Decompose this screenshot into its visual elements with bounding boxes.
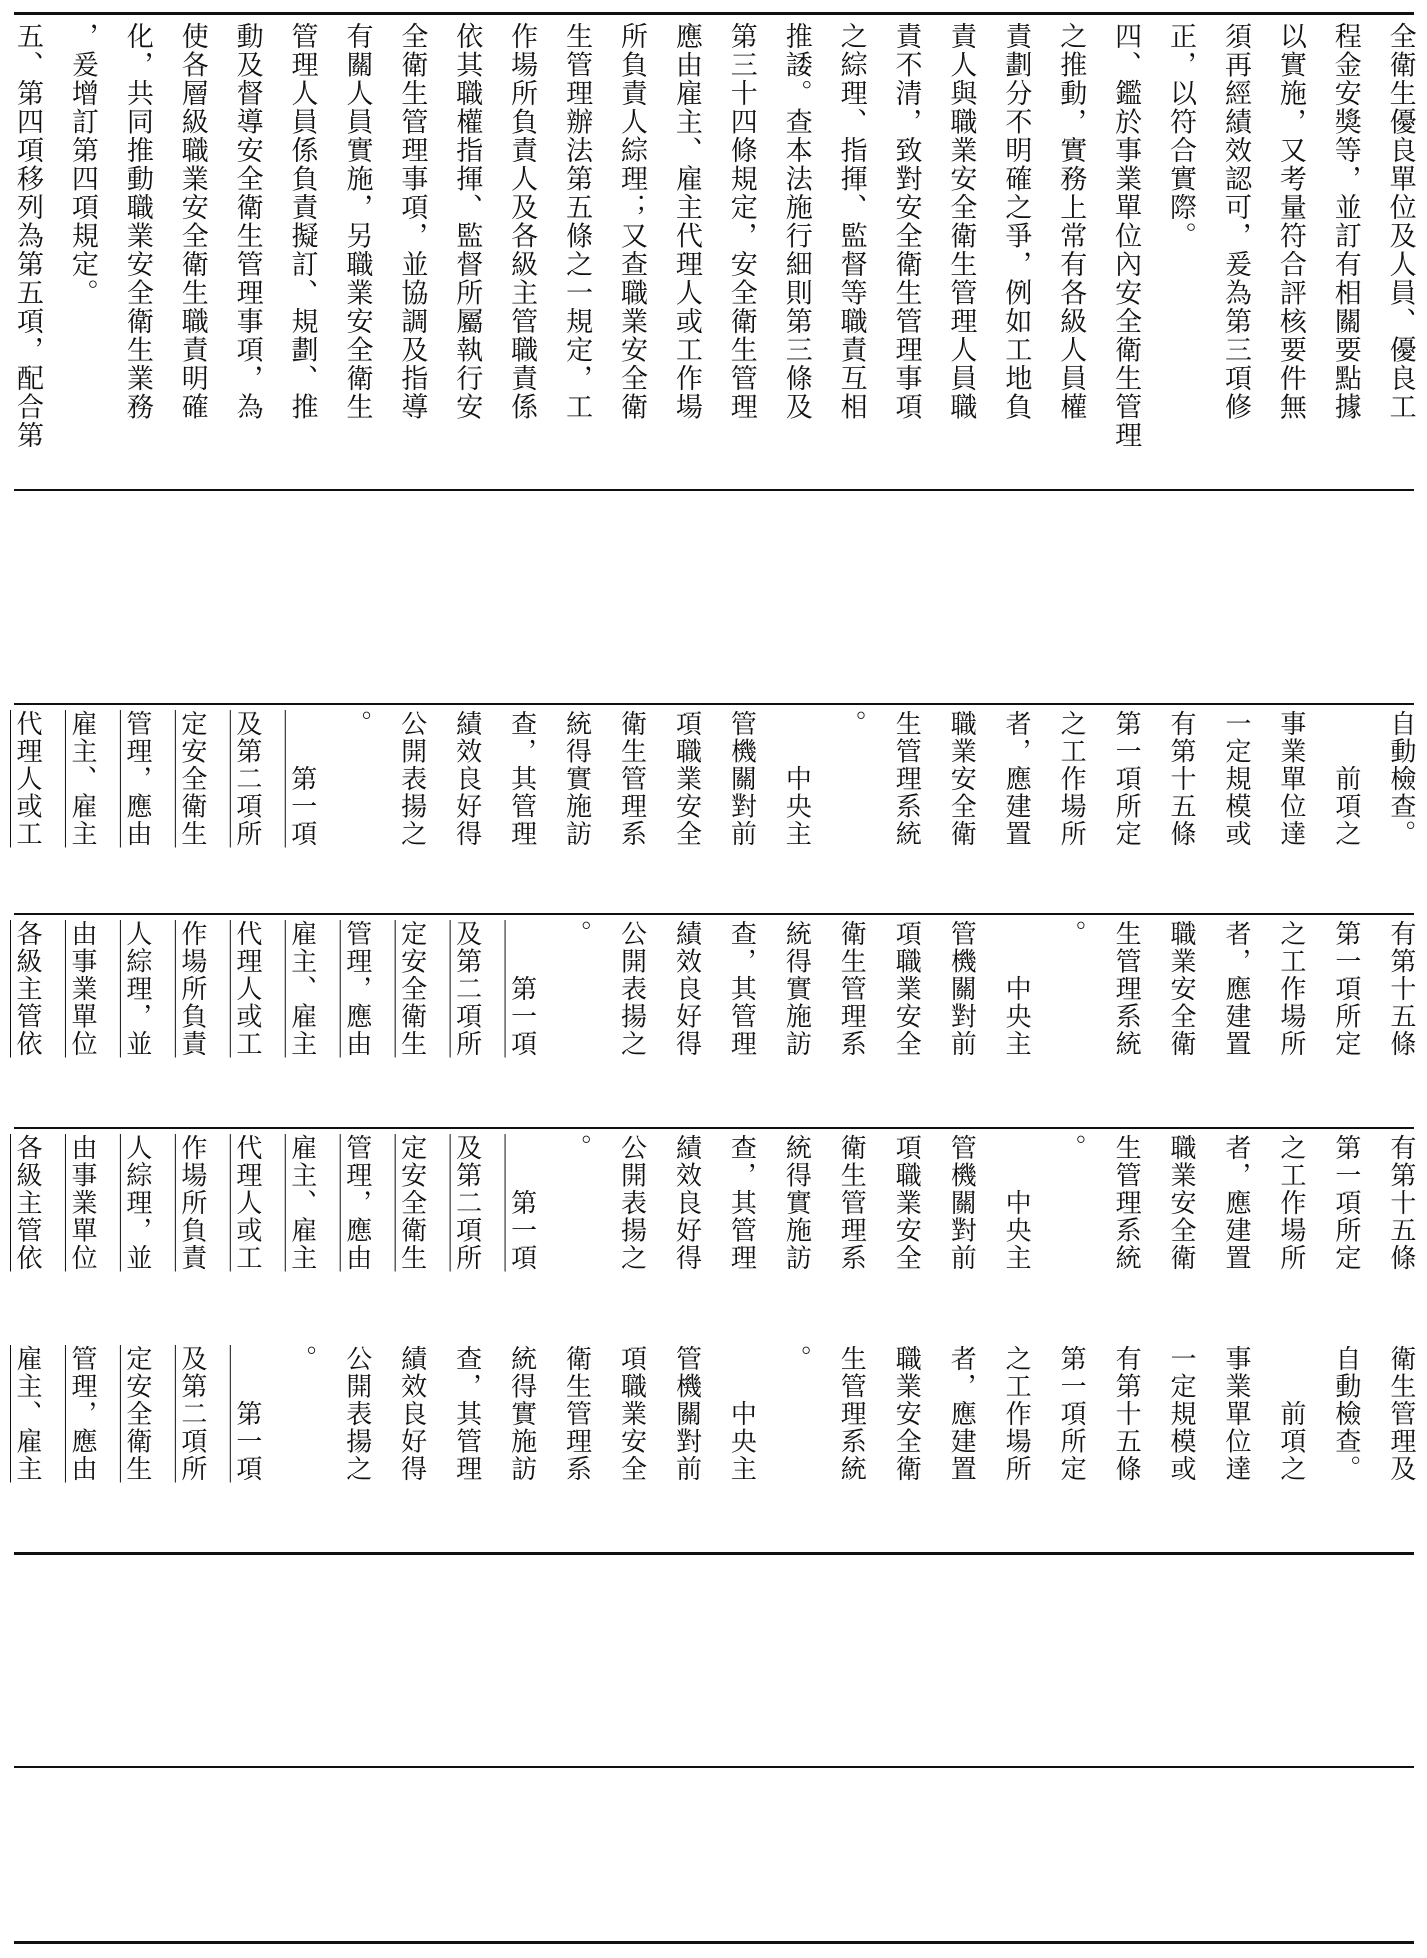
article-line-amended: 及第二項所	[231, 710, 262, 848]
explanation-line: 應由雇主、雇主代理人或工作場	[670, 22, 702, 421]
article-line: 查，其管理	[726, 1134, 757, 1272]
article-line: 者，應建置	[1220, 1134, 1251, 1272]
article-line-amended: 第一項	[506, 1134, 537, 1272]
article-line-amended: 由事業單位	[66, 920, 97, 1058]
article-line: 。	[836, 710, 867, 738]
explanation-line: 責人與職業安全衛生管理人員職	[945, 22, 977, 421]
article-line: 職業安全衛	[891, 1345, 922, 1483]
article-line: 有第十五條	[1166, 710, 1197, 848]
article-line: 有第十五條	[1385, 1134, 1416, 1272]
article-line: 。	[561, 920, 592, 948]
article-line: 查，其管理	[451, 1345, 482, 1483]
article-line: 績效良好得	[671, 1134, 702, 1272]
article-line: 自動檢查。	[1330, 1345, 1361, 1483]
article-line: 。	[1056, 920, 1087, 948]
divider-rule-6	[14, 1766, 1414, 1768]
article-line: 。	[1056, 1134, 1087, 1162]
article-line-amended: 第一項	[286, 710, 317, 848]
article-line-amended: 人綜理，並	[121, 920, 152, 1058]
article-line: 衛生管理系	[836, 920, 867, 1058]
article-line: 職業安全衛	[1166, 1134, 1197, 1272]
explanation-line: 化，共同推動職業安全衛生業務	[121, 22, 153, 421]
article-line: 生管理系統	[1111, 1134, 1142, 1272]
article-line: 職業安全衛	[1166, 920, 1197, 1058]
article-line-amended: 定安全衛生	[396, 1134, 427, 1272]
article-line: 項職業安全	[671, 710, 702, 848]
article-line-amended: 各級主管依	[12, 1134, 42, 1272]
article-line-amended: 代理人或工	[12, 710, 42, 848]
explanation-line: 全衛生優良單位及人員、優良工	[1384, 22, 1416, 421]
article-line: 一定規模或	[1220, 710, 1251, 848]
article-line: 中央主	[726, 1345, 757, 1483]
article-line: 中央主	[1001, 1134, 1032, 1272]
article-line: 第一項所定	[1330, 920, 1361, 1058]
article-line: 管機關對前	[671, 1345, 702, 1483]
explanation-line: 第三十四條規定，安全衛生管理	[725, 22, 757, 421]
divider-rule-5	[14, 1552, 1414, 1555]
article-line: 自動檢查。	[1385, 710, 1416, 848]
article-line: 。	[341, 710, 372, 738]
article-line-amended: 雇主、雇主	[286, 1134, 317, 1272]
article-line-amended: 管理，應由	[66, 1345, 97, 1483]
article-line-amended: 及第二項所	[176, 1345, 207, 1483]
article-line: 項職業安全	[891, 1134, 922, 1272]
article-line: 者，應建置	[946, 1345, 977, 1483]
article-line: 者，應建置	[1001, 710, 1032, 848]
article-line: 統得實施訪	[781, 1134, 812, 1272]
article-line: 公開表揚之	[616, 920, 647, 1058]
article-line: 衛生管理系	[836, 1134, 867, 1272]
article-line: 統得實施訪	[781, 920, 812, 1058]
explanation-block	[14, 22, 1414, 482]
article-line: 。	[781, 1345, 812, 1373]
article-line: 衛生管理及	[1385, 1345, 1416, 1483]
article-line: 者，應建置	[1220, 920, 1251, 1058]
article-line: 職業安全衛	[946, 710, 977, 848]
article-line: 統得實施訪	[506, 1345, 537, 1483]
article-column-1	[14, 710, 1414, 910]
article-line: 。	[286, 1345, 317, 1373]
article-line: 項職業安全	[616, 1345, 647, 1483]
explanation-line: 之推動，實務上常有各級人員權	[1055, 22, 1087, 421]
article-line: 衛生管理系	[561, 1345, 592, 1483]
article-line: 之工作場所	[1056, 710, 1087, 848]
article-line: 第一項所定	[1056, 1345, 1087, 1483]
article-line: 中央主	[1001, 920, 1032, 1058]
article-line: 生管理系統	[1111, 920, 1142, 1058]
article-line-amended: 人綜理，並	[121, 1134, 152, 1272]
article-column-2	[14, 920, 1414, 1120]
article-line: 項職業安全	[891, 920, 922, 1058]
explanation-line: 正，以符合實際。	[1165, 22, 1197, 250]
article-line: 前項之	[1275, 1345, 1306, 1483]
explanation-line: 作場所負責人及各級主管職責係	[506, 22, 538, 421]
article-line-amended: 由事業單位	[66, 1134, 97, 1272]
article-line: 統得實施訪	[561, 710, 592, 848]
explanation-line: ，爰增訂第四項規定。	[66, 22, 98, 307]
article-line: 績效良好得	[451, 710, 482, 848]
bottom-rule	[14, 1941, 1414, 1944]
article-line-amended: 代理人或工	[231, 1134, 262, 1272]
explanation-line: 之綜理、指揮、監督等職責互相	[835, 22, 867, 421]
explanation-line: 五、第四項移列為第五項，配合第	[12, 22, 43, 450]
article-line: 一定規模或	[1166, 1345, 1197, 1483]
article-line: 績效良好得	[396, 1345, 427, 1483]
explanation-line: 所負責人綜理；又查職業安全衛	[615, 22, 647, 421]
explanation-line: 使各層級職業安全衛生職責明確	[176, 22, 208, 421]
article-line: 查，其管理	[726, 920, 757, 1058]
article-line-amended: 定安全衛生	[176, 710, 207, 848]
article-line-amended: 第一項	[231, 1345, 262, 1483]
article-line: 前項之	[1330, 710, 1361, 848]
explanation-line: 有關人員實施，另職業安全衛生	[341, 22, 373, 421]
article-line-amended: 作場所負責	[176, 1134, 207, 1272]
article-line: 第一項所定	[1111, 710, 1142, 848]
article-line-amended: 及第二項所	[451, 920, 482, 1058]
article-line: 中央主	[781, 710, 812, 848]
article-line-amended: 管理，應由	[121, 710, 152, 848]
divider-rule-3	[14, 913, 1414, 915]
top-rule	[14, 12, 1414, 15]
article-column-3	[14, 1134, 1414, 1334]
article-line: 有第十五條	[1111, 1345, 1142, 1483]
divider-rule-2	[14, 703, 1414, 705]
article-line: 公開表揚之	[616, 1134, 647, 1272]
explanation-line: 責劃分不明確之爭，例如工地負	[1000, 22, 1032, 421]
article-line-amended: 作場所負責	[176, 920, 207, 1058]
explanation-line: 依其職權指揮、監督所屬執行安	[451, 22, 483, 421]
explanation-line: 四、鑑於事業單位內安全衛生管理	[1110, 22, 1142, 450]
explanation-line: 生管理辦法第五條之一規定，工	[561, 22, 593, 421]
article-line-amended: 各級主管依	[12, 920, 42, 1058]
article-line-amended: 管理，應由	[341, 1134, 372, 1272]
explanation-line: 管理人員係負責擬訂、規劃、推	[286, 22, 318, 421]
article-line: 衛生管理系	[616, 710, 647, 848]
article-line: 管機關對前	[946, 920, 977, 1058]
article-line-amended: 管理，應由	[341, 920, 372, 1058]
article-line-amended: 雇主、雇主	[66, 710, 97, 848]
article-line-amended: 雇主、雇主	[12, 1345, 42, 1483]
article-line-amended: 第一項	[506, 920, 537, 1058]
article-line: 績效良好得	[671, 920, 702, 1058]
divider-rule-4	[14, 1127, 1414, 1129]
article-line: 有第十五條	[1385, 920, 1416, 1058]
explanation-line: 推諉。查本法施行細則第三條及	[780, 22, 812, 421]
article-line: 管機關對前	[946, 1134, 977, 1272]
article-line: 之工作場所	[1275, 920, 1306, 1058]
article-line: 生管理系統	[836, 1345, 867, 1483]
article-line: 之工作場所	[1001, 1345, 1032, 1483]
article-line: 管機關對前	[726, 710, 757, 848]
article-line: 事業單位達	[1275, 710, 1306, 848]
divider-rule-1	[14, 489, 1414, 491]
article-line-amended: 及第二項所	[451, 1134, 482, 1272]
article-line-amended: 定安全衛生	[396, 920, 427, 1058]
explanation-line: 全衛生管理事項，並協調及指導	[396, 22, 428, 421]
explanation-line: 以實施，又考量符合評核要件無	[1274, 22, 1306, 421]
article-line: 第一項所定	[1330, 1134, 1361, 1272]
article-line: 公開表揚之	[396, 710, 427, 848]
article-line: 之工作場所	[1275, 1134, 1306, 1272]
article-line: 查，其管理	[506, 710, 537, 848]
article-line: 生管理系統	[891, 710, 922, 848]
explanation-line: 程金安獎等，並訂有相關要點據	[1329, 22, 1361, 421]
explanation-line: 責不清，致對安全衛生管理事項	[890, 22, 922, 421]
article-line: 事業單位達	[1220, 1345, 1251, 1483]
explanation-line: 動及督導安全衛生管理事項，為	[231, 22, 263, 421]
article-column-4	[14, 1345, 1414, 1545]
article-line-amended: 代理人或工	[231, 920, 262, 1058]
article-line-amended: 定安全衛生	[121, 1345, 152, 1483]
article-line: 公開表揚之	[341, 1345, 372, 1483]
article-line: 。	[561, 1134, 592, 1162]
article-line-amended: 雇主、雇主	[286, 920, 317, 1058]
explanation-line: 須再經績效認可，爰為第三項修	[1219, 22, 1251, 421]
